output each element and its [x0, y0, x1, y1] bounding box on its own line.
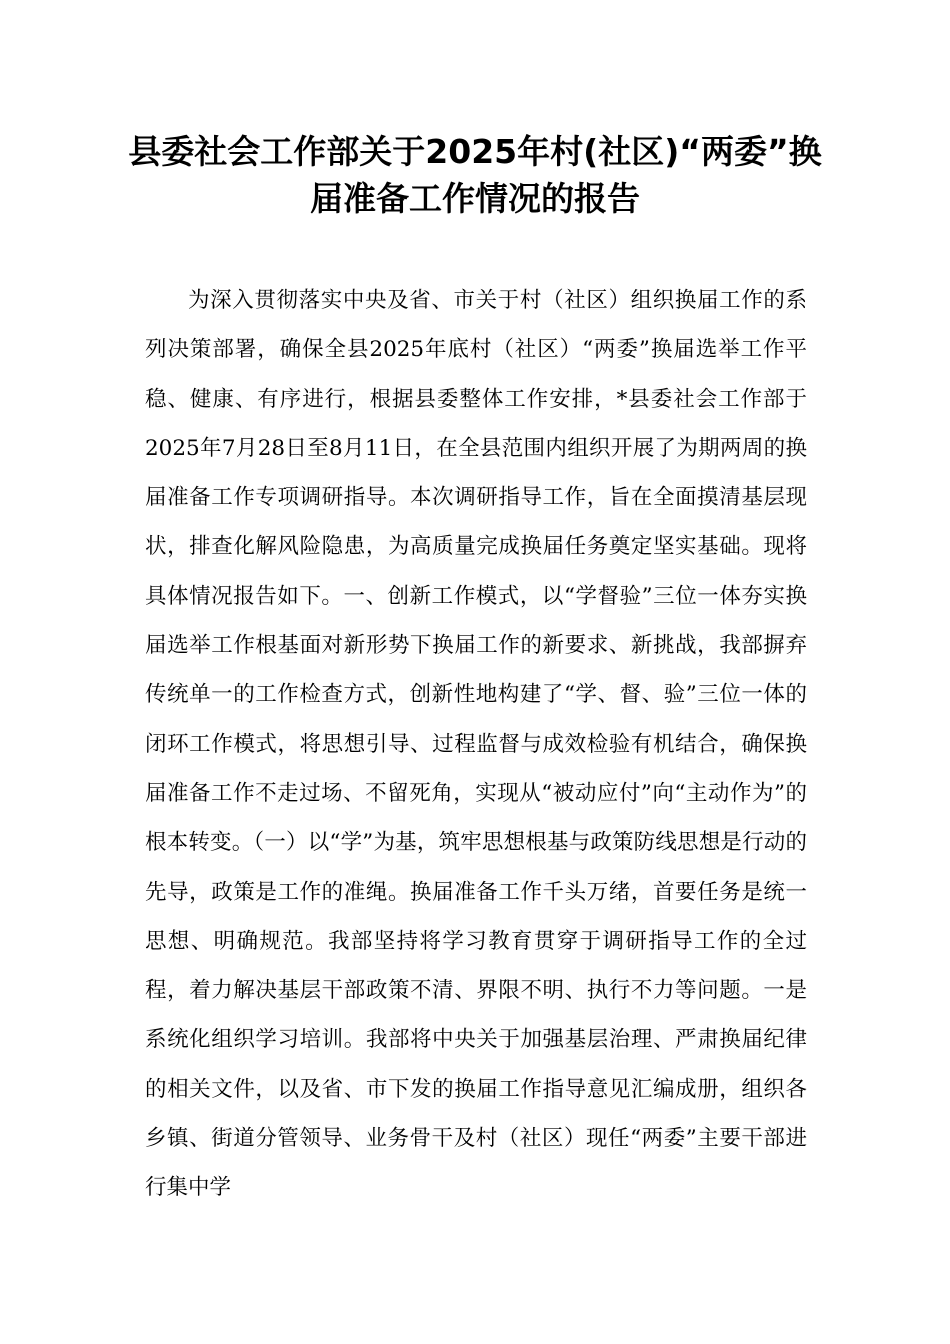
document-title: 县委社会工作部关于2025年村(社区)“两委”换届准备工作情况的报告 — [128, 132, 822, 218]
body-paragraph: 为深入贯彻落实中央及省、市关于村（社区）组织换届工作的系列决策部署，确保全县2025年底村（社区）“两委”换届选举工作平稳、健康、有序进行，根据县委整体工作安排，*县委社会工作部于2025年7月28日至8月11日，在全县范围内组织开展了为期两周的换届准备工作专项调研指导。本次调研指导工作，旨在全面摸清基层现状，排查化解风险隐患，为高质量完成换届任务奠定坚实基础。现将具体情况报告如下。一、创新工作模式，以“学督验”三位一体夯实换届选举工作根基面对新形势下换届工作的新要求、新挑战，我部摒弃传统单一的工作检查方式，创新性地构建了“学、督、验”三位一体的闭环工作模式，将思想引导、过程监督与成效检验有机结合，确保换届准备工作不走过场、不留死角，实现从“被动应付”向“主动作为”的根本转变。（一）以“学”为基，筑牢思想根基与政策防线思想是行动的先导，政策是工作的准绳。换届准备工作千头万绪，首要任务是统一思想、明确规范。我部坚持将学习教育贯穿于调研指导工作的全过程，着力解决基层干部政策不清、界限不明、执行不力等问题。一是系统化组织学习培训。我部将中央关于加强基层治理、严肃换届纪律的相关文件，以及省、市下发的换届工作指导意见汇编成册，组织各乡镇、街道分管领导、业务骨干及村（社区）现任“两委”主要干部进行集中学 — [145, 288, 807, 1201]
